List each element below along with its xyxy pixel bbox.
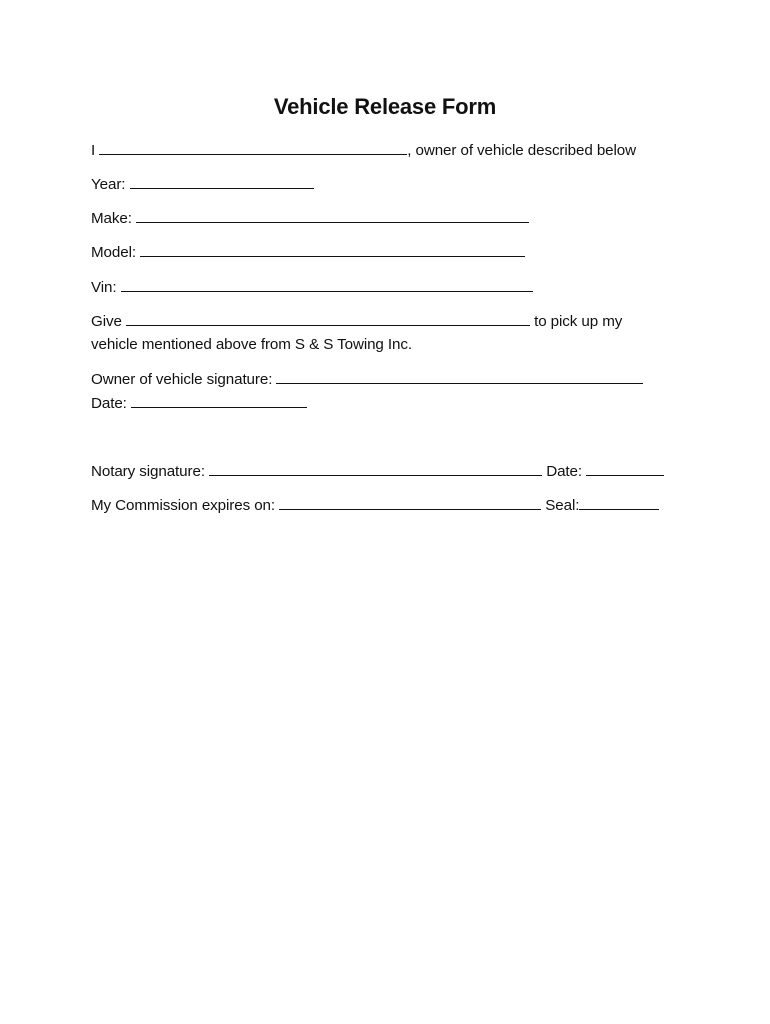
year-blank[interactable] <box>130 174 314 189</box>
owner-signature-blank[interactable] <box>276 369 643 384</box>
notary-signature-line <box>91 461 664 482</box>
year-line <box>91 174 314 195</box>
owner-name-blank[interactable] <box>99 140 407 155</box>
owner-signature-label: Owner of vehicle signature: <box>91 371 273 388</box>
form-title: Vehicle Release Form <box>273 94 497 119</box>
year-label: Year: <box>91 176 126 193</box>
give-line <box>91 311 622 332</box>
notary-signature-blank[interactable] <box>209 461 542 476</box>
vin-line <box>91 277 533 298</box>
notary-signature-label: Notary signature: <box>91 463 205 480</box>
owner-suffix: , owner of vehicle described below <box>407 142 637 159</box>
give-blank[interactable] <box>126 311 530 326</box>
model-blank[interactable] <box>140 242 525 257</box>
give-line-2: vehicle mentioned above from S & S Towing Inc. <box>91 336 412 353</box>
owner-prefix: I <box>91 142 96 159</box>
give-label: Give <box>91 313 122 330</box>
make-line <box>91 208 529 229</box>
model-line <box>91 242 525 263</box>
owner-date-label: Date: <box>91 395 127 412</box>
seal-label: Seal: <box>545 497 580 514</box>
give-suffix: to pick up my <box>529 313 623 330</box>
vin-blank[interactable] <box>121 277 533 292</box>
commission-line <box>91 495 659 516</box>
make-label: Make: <box>91 210 132 227</box>
owner-date-blank[interactable] <box>131 393 307 408</box>
make-blank[interactable] <box>136 208 529 223</box>
owner-line <box>91 140 636 161</box>
owner-signature-line <box>91 369 643 390</box>
owner-date-line <box>91 393 307 414</box>
model-label: Model: <box>91 244 136 261</box>
commission-label: My Commission expires on: <box>91 497 276 514</box>
notary-date-blank[interactable] <box>586 461 664 476</box>
vin-label: Vin: <box>91 279 117 296</box>
commission-blank[interactable] <box>279 495 541 510</box>
notary-date-label: Date: <box>546 463 583 480</box>
seal-blank[interactable] <box>579 495 659 510</box>
